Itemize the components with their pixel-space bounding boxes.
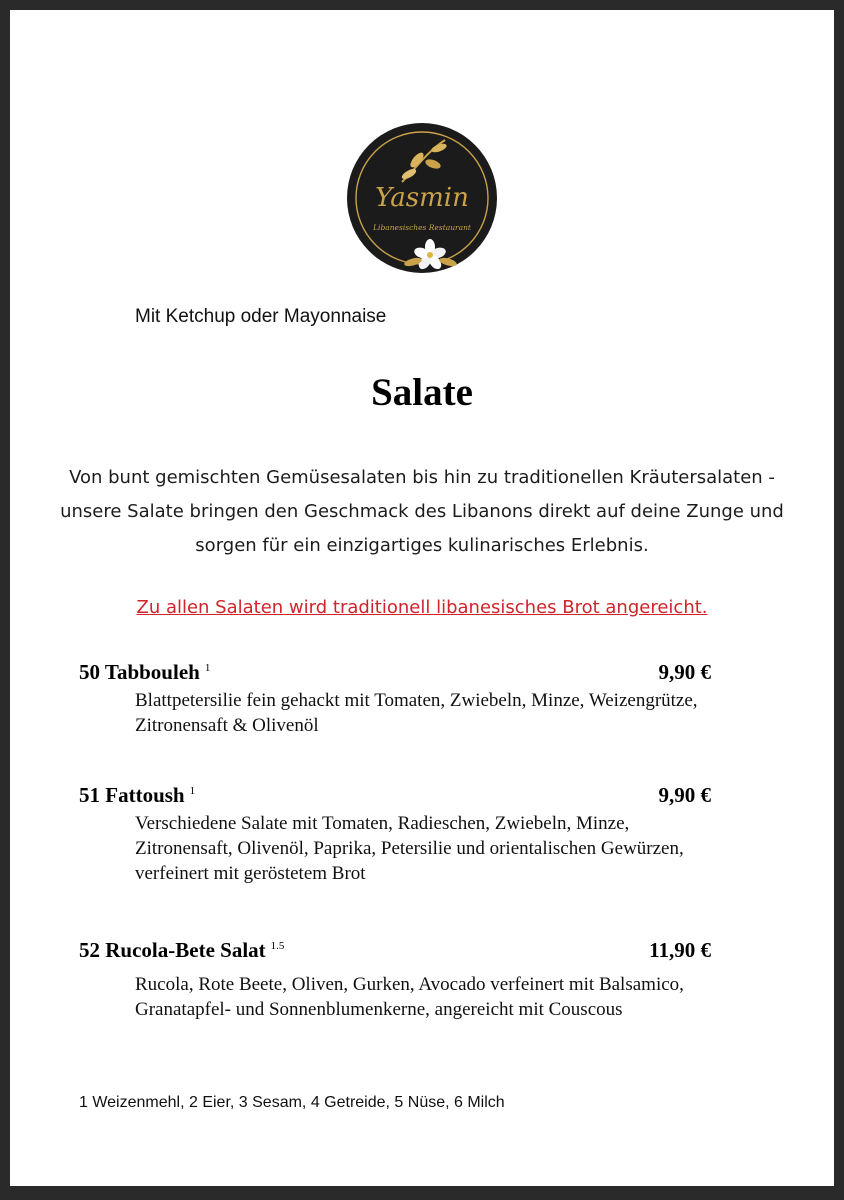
allergen-marker: 1.5 <box>270 940 285 952</box>
intro-text: Von bunt gemischten Gemüsesalaten bis hin zu traditionellen Kräutersalaten - unsere Salate bringen den Geschmack des Libanons direkt auf deine Zunge und sorgen für ein einzigartiges kulinarisches Erlebnis. <box>60 467 784 556</box>
item-description: Blattpetersilie fein gehackt mit Tomaten, Zwiebeln, Minze, Weizengrütze, Zitronensaft & Olivenöl <box>135 690 698 736</box>
menu-page <box>10 10 834 1186</box>
restaurant-logo <box>347 112 497 275</box>
item-price: 9,90 € <box>658 660 711 684</box>
allergen-marker: 1 <box>189 785 196 797</box>
item-name: 50 Tabbouleh $^1$ <box>79 660 211 684</box>
item-name: 52 Rucola-Bete Salat $^{1.5}$ <box>79 938 285 962</box>
ketchup-note: Mit Ketchup oder Mayonnaise <box>135 306 387 327</box>
logo-subtitle: Libanesisches Restaurant <box>373 223 471 232</box>
item-price: 9,90 € <box>658 783 711 807</box>
item-name: 51 Fattoush $^1$ <box>79 783 196 807</box>
allergen-legend: 1 Weizenmehl, 2 Eier, 3 Sesam, 4 Getreide, 5 Nüse, 6 Milch <box>79 1094 505 1111</box>
bread-note: Zu allen Salaten wird traditionell libanesisches Brot angereicht. <box>136 597 708 618</box>
menu-item-tabbouleh <box>79 660 719 738</box>
allergen-marker: 1 <box>204 662 211 674</box>
logo-name: Yasmin <box>375 183 469 213</box>
menu-item-rucola-bete-salat <box>79 938 719 1022</box>
item-price: 11,90 € <box>649 938 711 962</box>
item-description: Verschiedene Salate mit Tomaten, Radieschen, Zwiebeln, Minze, Zitronensaft, Olivenöl, Paprika, Petersilie und orientalischen Gewürzen, verfeinert mit geröstetem Brot <box>135 813 684 884</box>
item-description: Rucola, Rote Beete, Oliven, Gurken, Avocado verfeinert mit Balsamico, Granatapfel- und Sonnenblumenkerne, angereicht mit Couscous <box>135 974 684 1020</box>
menu-item-fattoush <box>79 783 719 886</box>
section-title: Salate <box>371 371 473 414</box>
